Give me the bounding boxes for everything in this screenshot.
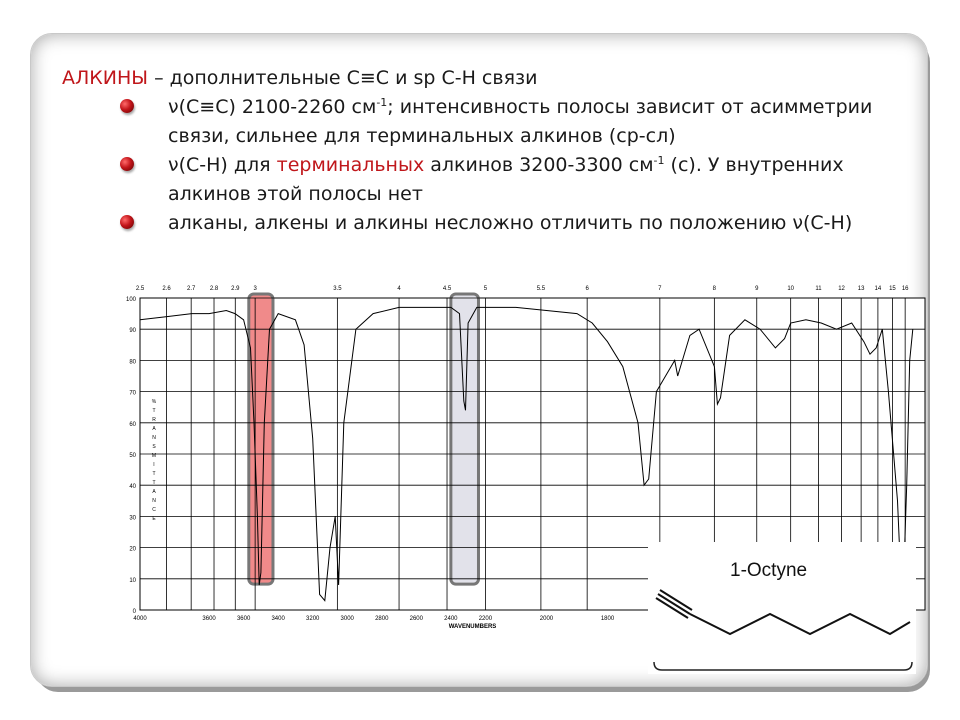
micron-tick-label: 3 [253, 286, 257, 292]
bond-triple-3 [656, 598, 688, 618]
micron-tick-label: 2.8 [209, 286, 219, 292]
micron-tick-label: 5 [483, 286, 488, 292]
micron-tick-label: 16 [901, 286, 909, 292]
slide-heading [62, 64, 942, 93]
y-tick-label: 90 [129, 328, 136, 335]
y-axis-letter: C [152, 507, 156, 513]
bullet-item-3 [62, 209, 942, 238]
micron-tick-label: 2.6 [162, 286, 171, 292]
micron-tick-label: 2.5 [135, 286, 145, 292]
micron-tick-label: 2.9 [231, 286, 240, 292]
text-span: ν(C-H) для [168, 154, 277, 176]
x-tick-label: 3400 [271, 616, 285, 622]
superscript: -1 [653, 154, 665, 167]
micron-tick-label: 4.5 [442, 286, 452, 292]
x-tick-label: 3600 [202, 616, 216, 622]
y-tick-label: 0 [132, 609, 136, 615]
bullet-icon [120, 157, 134, 171]
y-axis-letter: N [152, 498, 156, 504]
x-tick-label: 2600 [409, 616, 423, 622]
x-tick-label: 2800 [375, 616, 389, 622]
y-axis-letter: % [151, 399, 157, 405]
text-span: алкинов 3200-3300 см [424, 154, 654, 176]
y-axis-letter: T [152, 408, 156, 414]
bond-triple-2 [660, 590, 692, 610]
bullet-item-2 [62, 151, 942, 209]
micron-tick-label: 4 [397, 286, 401, 292]
x-tick-label: 3200 [306, 616, 320, 622]
bond-triple-1 [658, 594, 690, 614]
micron-tick-label: 5.5 [536, 286, 546, 292]
micron-tick-label: 7 [658, 286, 662, 292]
y-axis-letter: A [152, 426, 156, 432]
y-axis-letter: A [152, 489, 156, 495]
text-span: (с). У внутренних [664, 154, 844, 176]
bullet-2-line-2 [168, 180, 942, 209]
bullet-1-line-1 [168, 93, 942, 122]
y-axis-letter: R [152, 417, 156, 423]
bullet-icon [120, 215, 134, 229]
y-tick-label: 30 [129, 515, 136, 522]
micron-tick-label: 12 [838, 286, 845, 292]
y-axis-letter: E [152, 516, 156, 522]
slide-text [62, 64, 942, 238]
x-tick-label: 2000 [539, 616, 554, 622]
x-tick-label: 2200 [478, 616, 493, 622]
micron-tick-label: 10 [787, 286, 795, 292]
micron-tick-label: 15 [889, 286, 896, 292]
text-span: ; интенсивность полосы зависит от асимметрии [387, 96, 873, 118]
bullet-item-1 [62, 93, 942, 151]
micron-tick-label: 2.7 [186, 286, 196, 292]
y-tick-label: 20 [129, 546, 136, 553]
y-axis-letter: N [152, 435, 156, 441]
micron-tick-label: 11 [815, 286, 822, 292]
text-span: ν(C≡C) 2100-2260 см [168, 96, 377, 118]
x-tick-label: 4000 [133, 616, 147, 622]
x-tick-label: 1800 [600, 616, 615, 622]
x-axis-label: WAVENUMBERS [448, 624, 497, 630]
micron-tick-label: 8 [712, 286, 717, 292]
micron-tick-label: 9 [755, 286, 759, 292]
y-tick-label: 100 [125, 297, 136, 303]
bullet-3-line-1 [168, 209, 942, 238]
y-tick-label: 50 [129, 453, 136, 459]
y-axis-letter: T [152, 480, 156, 486]
y-axis-letter: M [151, 453, 157, 459]
y-tick-label: 10 [129, 577, 136, 584]
y-axis-letter: I [153, 462, 155, 468]
molecule-label: 1-Octyne [730, 560, 808, 581]
highlight-band-2 [451, 294, 479, 584]
x-tick-label: 3600 [236, 616, 251, 622]
heading-red-word: АЛКИНЫ [62, 67, 149, 89]
micron-tick-label: 14 [874, 286, 882, 292]
micron-tick-label: 3.5 [333, 286, 342, 292]
heading-rest: – дополнительные C≡C и sp C-H связи [148, 67, 538, 89]
carbon-chain [690, 614, 910, 634]
micron-tick-label: 6 [585, 286, 589, 292]
text-span: алкинов этой полосы нет [168, 183, 423, 205]
bullet-2-line-1 [168, 151, 942, 180]
y-tick-label: 40 [129, 484, 136, 491]
bullet-icon [120, 99, 134, 113]
y-axis-letter: S [152, 444, 156, 450]
micron-tick-label: 13 [857, 286, 865, 292]
text-span: связи, сильнее для терминальных алкинов (ср-сл) [168, 125, 676, 147]
panel-bracket [654, 662, 912, 670]
y-tick-label: 60 [129, 421, 136, 428]
y-axis-letter: T [152, 471, 156, 477]
bullet-1-line-2 [168, 122, 942, 151]
x-tick-label: 2400 [444, 616, 458, 622]
x-tick-label: 3000 [340, 616, 354, 622]
y-tick-label: 80 [129, 359, 136, 366]
text-span: алканы, алкены и алкины несложно отличить по положению ν(C-H) [168, 212, 853, 234]
superscript: -1 [376, 96, 388, 109]
text-span-red: терминальных [276, 154, 425, 176]
y-tick-label: 70 [129, 390, 136, 397]
